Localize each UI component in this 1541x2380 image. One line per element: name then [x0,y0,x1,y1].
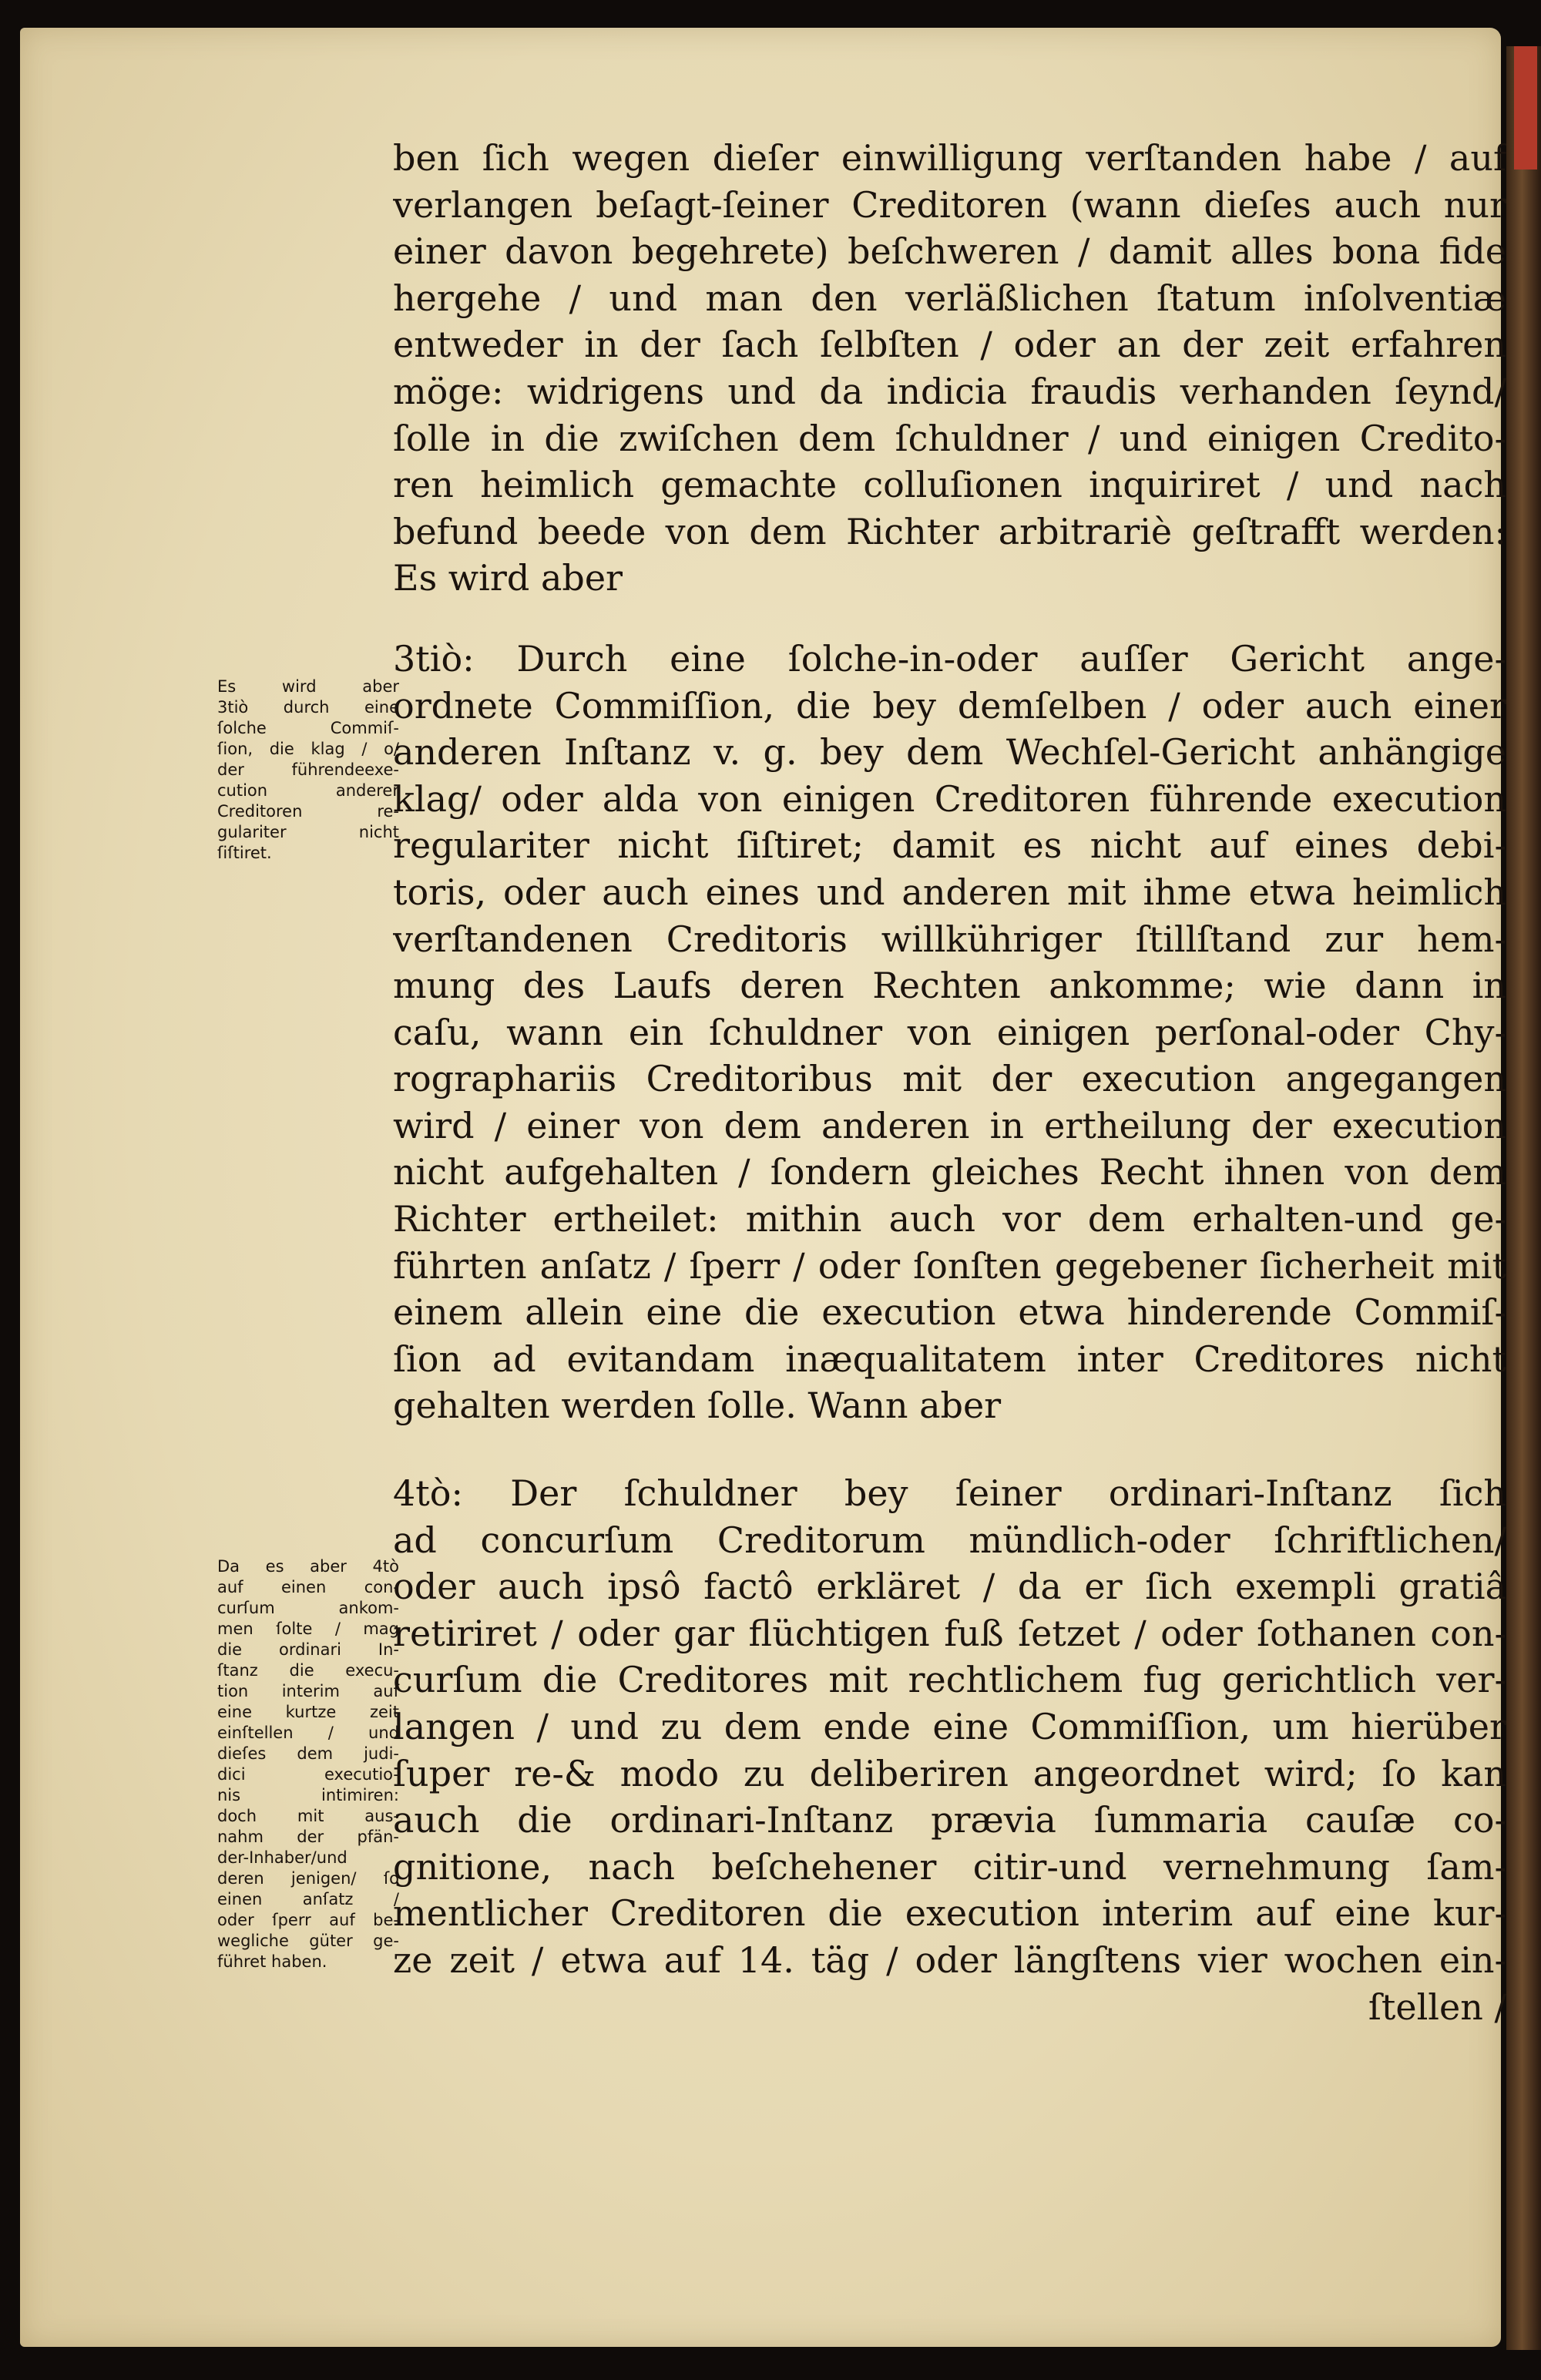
text-line: entweder in der ſach ſelbſten / oder an der zeit erfahren [393,324,1506,366]
text-line: einer davon begehrete) beſchweren / damit alles bona fide [393,230,1506,273]
text-line: anderen Inſtanz v. g. bey dem Wechſel-Gericht anhängige [393,731,1506,774]
margin-note-line: Es wird aber [217,677,399,696]
text-line: klag/ oder alda von einigen Creditoren führende execution [393,777,1506,820]
margin-note-line: deren jenigen/ ſo [217,1869,399,1888]
text-line: hergehe / und man den verläßlichen ſtatum inſolventiæ [393,277,1506,319]
text-line: wird / einer von dem anderen in ertheilung der execution [393,1104,1506,1146]
margin-note-line: ſtanz die execu- [217,1661,399,1680]
text-line: auch die ordinari-Inſtanz prævia ſummaria cauſæ co- [393,1799,1506,1841]
text-line: ren heimlich gemachte colluſionen inquiriret / und nach [393,464,1506,506]
margin-note-line: Creditoren re- [217,802,399,821]
text-line: ſuper re-& modo zu deliberiren angeordnet wird; ſo kan [393,1752,1506,1794]
margin-note-line: tion interim auf [217,1682,399,1700]
paragraph-continuation [393,135,1506,602]
text-line: ſtellen / [1368,1986,1506,2028]
margin-note-line: gulariter nicht [217,823,399,841]
margin-note-line: dici executio- [217,1765,399,1784]
text-line: toris, oder auch eines und anderen mit ihme etwa heimlich [393,871,1506,913]
text-line: verſtandenen Creditoris willkühriger ſtillſtand zur hem- [393,918,1506,960]
margin-note-line: auf einen con- [217,1578,399,1596]
text-line: curſum die Creditores mit rechtlichem fug gerichtlich ver- [393,1659,1506,1701]
margin-note-line: men ſolte / mag [217,1620,399,1638]
margin-note-line: cution anderer [217,781,399,800]
text-line: mung des Laufs deren Rechten ankomme; wie dann in [393,965,1506,1007]
margin-note-line: die ordinari In- [217,1640,399,1659]
margin-note-line: oder ſperr auf be- [217,1911,399,1929]
text-line: Richter ertheilet: mithin auch vor dem erhalten-und ge- [393,1198,1506,1240]
text-line: nicht aufgehalten / ſondern gleiches Recht ihnen von dem [393,1151,1506,1193]
margin-note-line: ſion, die klag / o/ [217,740,399,758]
paragraph-4to [393,1470,1506,2030]
margin-note-line: Da es aber 4tò [217,1557,399,1576]
margin-note-line: ſiſtiret. [217,844,272,862]
margin-note-line: dieſes dem judi- [217,1744,399,1763]
text-line: mentlicher Creditoren die execution interim auf eine kur- [393,1892,1506,1935]
margin-note-line: der führendeexe- [217,760,399,779]
margin-note-line: nis intimiren: [217,1786,399,1804]
text-line: einem allein eine die execution etwa hinderende Commiſ- [393,1291,1506,1334]
text-line: möge: widrigens und da indicia fraudis verhanden ſeynd/ [393,370,1506,412]
page-edge-marker [1514,46,1537,170]
text-line: caſu, wann ein ſchuldner von einigen perſonal-oder Chy- [393,1011,1506,1053]
text-line: retiriret / oder gar flüchtigen fuß ſetzet / oder ſothanen con- [393,1612,1506,1654]
text-line: gehalten werden ſolle. Wann aber [393,1385,1002,1427]
text-line: langen / und zu dem ende eine Commiſſion, um hierüber [393,1706,1506,1747]
text-line: verlangen beſagt-ſeiner Creditoren (wann dieſes auch nur [393,183,1506,226]
main-text-block [393,135,1506,2030]
text-line: oder auch ipsô factô erkläret / da er ſich exempli gratiâ [393,1566,1506,1608]
margin-note-line: der-Inhaber/und [217,1848,347,1867]
text-line: 4tò: Der ſchuldner bey ſeiner ordinari-Inſtanz ſich [393,1472,1506,1515]
text-line: ordnete Commiſſion, die bey demſelben / oder auch einer [393,684,1506,727]
margin-note-line: ſolche Commiſ- [217,719,399,737]
margin-note-line: einſtellen / und [217,1724,399,1742]
text-line: rographariis Creditoribus mit der execution angegangen [393,1058,1506,1100]
margin-note-line: einen anſatz / [217,1890,399,1908]
book-spine [1506,46,1541,2350]
text-line: ad concurſum Creditorum mündlich-oder ſchriftlichen/ [393,1519,1506,1561]
text-line: ben ſich wegen dieſer einwilligung verſtanden habe / auf [393,137,1506,179]
margin-note-line: curſum ankom- [217,1599,399,1617]
text-line: ſion ad evitandam inæqualitatem inter Creditores nicht [393,1338,1506,1380]
text-line: regulariter nicht ſiſtiret; damit es nicht auf eines debi- [393,824,1506,867]
margin-note-line: doch mit aus- [217,1807,399,1825]
margin-note-line: eine kurtze zeit [217,1703,399,1721]
text-line: führten anſatz / ſperr / oder ſonſten gegebener ſicherheit mit [393,1244,1506,1287]
margin-note-line: 3tiò durch eine [217,698,399,717]
text-line: befund beede von dem Richter arbitrariè geſtrafft werden: [393,510,1506,552]
margin-note-line: führet haben. [217,1952,327,1971]
text-line: Es wird aber [393,557,623,599]
margin-note-3tio [217,676,399,864]
text-line: 3tiò: Durch eine ſolche-in-oder auſſer Gericht ange- [393,637,1506,680]
margin-note-line: wegliche güter ge- [217,1932,399,1950]
margin-note-line: nahm der pfän- [217,1828,399,1846]
paragraph-3tio [393,636,1506,1429]
text-line: ſolle in die zwiſchen dem ſchuldner / und einigen Credito- [393,417,1506,459]
text-line: gnitione, nach beſchehener citir-und vernehmung ſam- [393,1845,1506,1888]
text-line: ze zeit / etwa auf 14. täg / oder längſtens vier wochen ein- [393,1939,1506,1981]
margin-note-4to [217,1556,399,1972]
